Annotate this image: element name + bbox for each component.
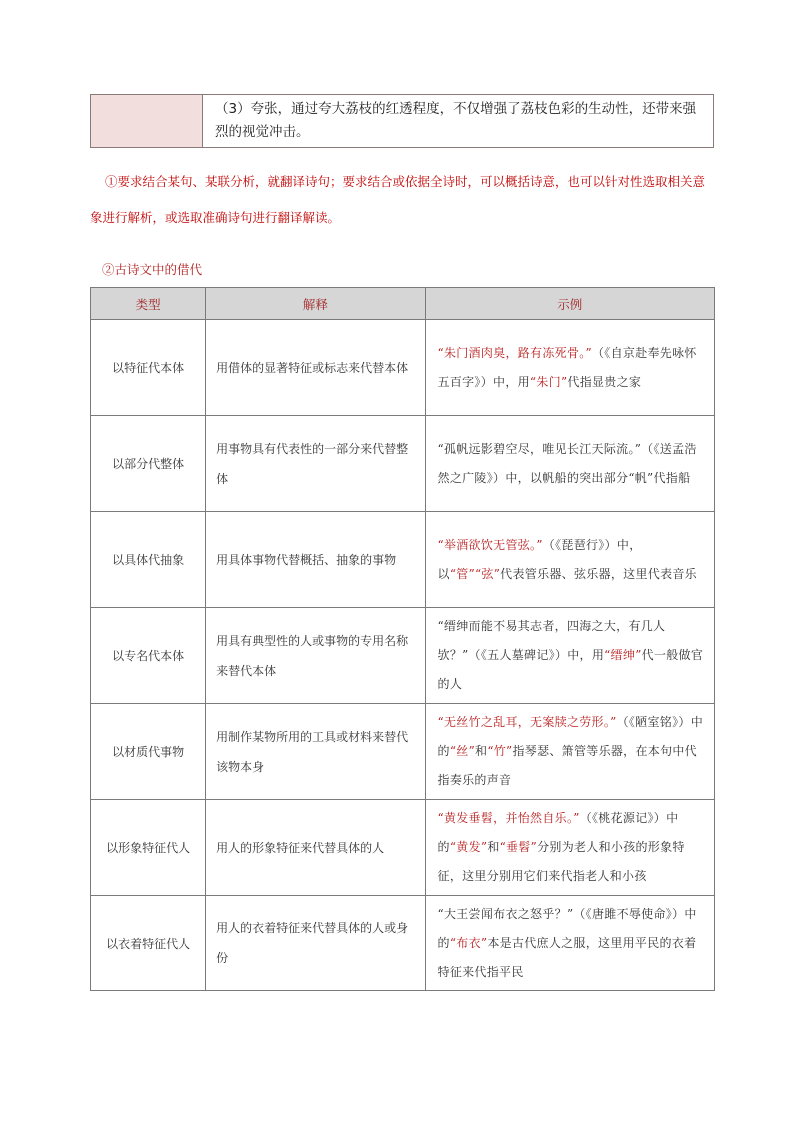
row-explanation: 用具体事物代替概括、抽象的事物 [206,512,425,608]
example-text: 代表管乐器、弦乐器，这里代表音乐 [500,566,697,581]
row-type: 以形象特征代人 [91,800,206,896]
row-example [425,416,714,512]
example-quote-highlight: “丝” [449,744,475,758]
row-example [425,896,714,991]
table-body [91,320,715,991]
example-text: 代指显贵之家 [567,374,642,389]
row-example [425,800,714,896]
row-explanation: 用人的形象特征来代替具体的人 [206,800,425,896]
row-explanation: 用人的衣着特征来代替具体的人或身份 [206,896,425,991]
table-row [91,800,715,896]
example-quote-highlight: “朱门” [529,374,568,389]
example-text: 代一般做官的人 [437,648,704,691]
table-row [91,704,715,800]
note-paragraph: ①要求结合某句、某联分析，就翻译诗句；要求结合或依据全诗时，可以概括诗意，也可以针对性选取相关意象进行解析，或选取准确诗句进行翻译解读。 [90,174,706,225]
example-text: 分别为老人和小孩的形象特征，这里分别用它们来代指老人和小孩 [437,840,685,883]
row-example [425,320,714,416]
example-text: “孤帆远影碧空尽，唯见长江天际流。”（《送孟浩然之广陵》）中，以帆船的突出部分“帆”代指船 [437,441,697,485]
row-explanation: 用具有典型性的人或事物的专用名称来替代本体 [206,608,425,704]
example-quote-highlight: “垂髫” [499,840,538,854]
example-text: “缙绅而能不易其志者，四海之大，有几人欤？”（《五人墓碑记》）中，用 [437,619,666,662]
row-explanation: 用事物具有代表性的一部分来代替整体 [206,416,425,512]
header-type: 类型 [91,288,206,320]
example-text: 和 [487,840,500,854]
row-type: 以部分代整体 [91,416,206,512]
example-text: 本是古代庶人之服，这里用平民的衣着特征来代指平民 [437,935,697,979]
example-text: （《琵琶行》）中，以 [437,537,642,581]
example-quote-highlight: “举酒欲饮无管弦。” [437,537,543,552]
example-text: 指琴瑟、箫管等乐器，在本句中代指奏乐的声音 [437,744,697,787]
example-quote-highlight: “缙绅” [604,648,642,662]
row-explanation: 用借体的显著特征或标志来代替本体 [206,320,425,416]
example-quote-highlight: “管”“弦” [449,566,501,581]
example-quote-highlight: “无丝竹之乱耳，无案牍之劳形。” [437,715,617,729]
row-example [425,704,714,800]
top-table-text: （3）夸张，通过夸大荔枝的红透程度，不仅增强了荔枝色彩的生动性，还带来强烈的视觉冲击。 [203,95,714,148]
metonymy-table [90,287,715,991]
example-quote-highlight: “布衣” [449,935,488,950]
top-table-label-cell [91,95,203,148]
table-row [91,416,715,512]
table-row [91,896,715,991]
example-quote-highlight: “黄发” [449,840,488,854]
row-example [425,512,714,608]
row-type: 以专名代本体 [91,608,206,704]
row-type: 以衣着特征代人 [91,896,206,991]
top-table [90,94,714,148]
row-example [425,608,714,704]
table-row [91,512,715,608]
example-text: 和 [475,744,488,758]
row-type: 以特征代本体 [91,320,206,416]
section-title: ②古诗文中的借代 [102,262,203,277]
example-quote-highlight: “黄发垂髫，并怡然自乐。” [437,811,580,825]
example-text: （《自京赴奉先咏怀五百字》）中，用 [437,345,697,389]
example-text: （《桃花源记》）中的 [437,811,679,854]
table-row [91,320,715,416]
header-explanation: 解释 [206,288,425,320]
row-explanation: 用制作某物所用的工具或材料来替代该物本身 [206,704,425,800]
row-type: 以具体代抽象 [91,512,206,608]
example-quote-highlight: “竹” [487,744,513,758]
table-row [91,608,715,704]
table-header-row [91,288,715,320]
row-type: 以材质代事物 [91,704,206,800]
example-text: “大王尝闻布衣之怒乎？”（《唐雎不辱使命》）中的 [437,906,697,950]
example-quote-highlight: “朱门酒肉臭，路有冻死骨。” [437,345,592,360]
header-example: 示例 [425,288,714,320]
example-text: （《陋室铭》）中的 [437,715,703,758]
